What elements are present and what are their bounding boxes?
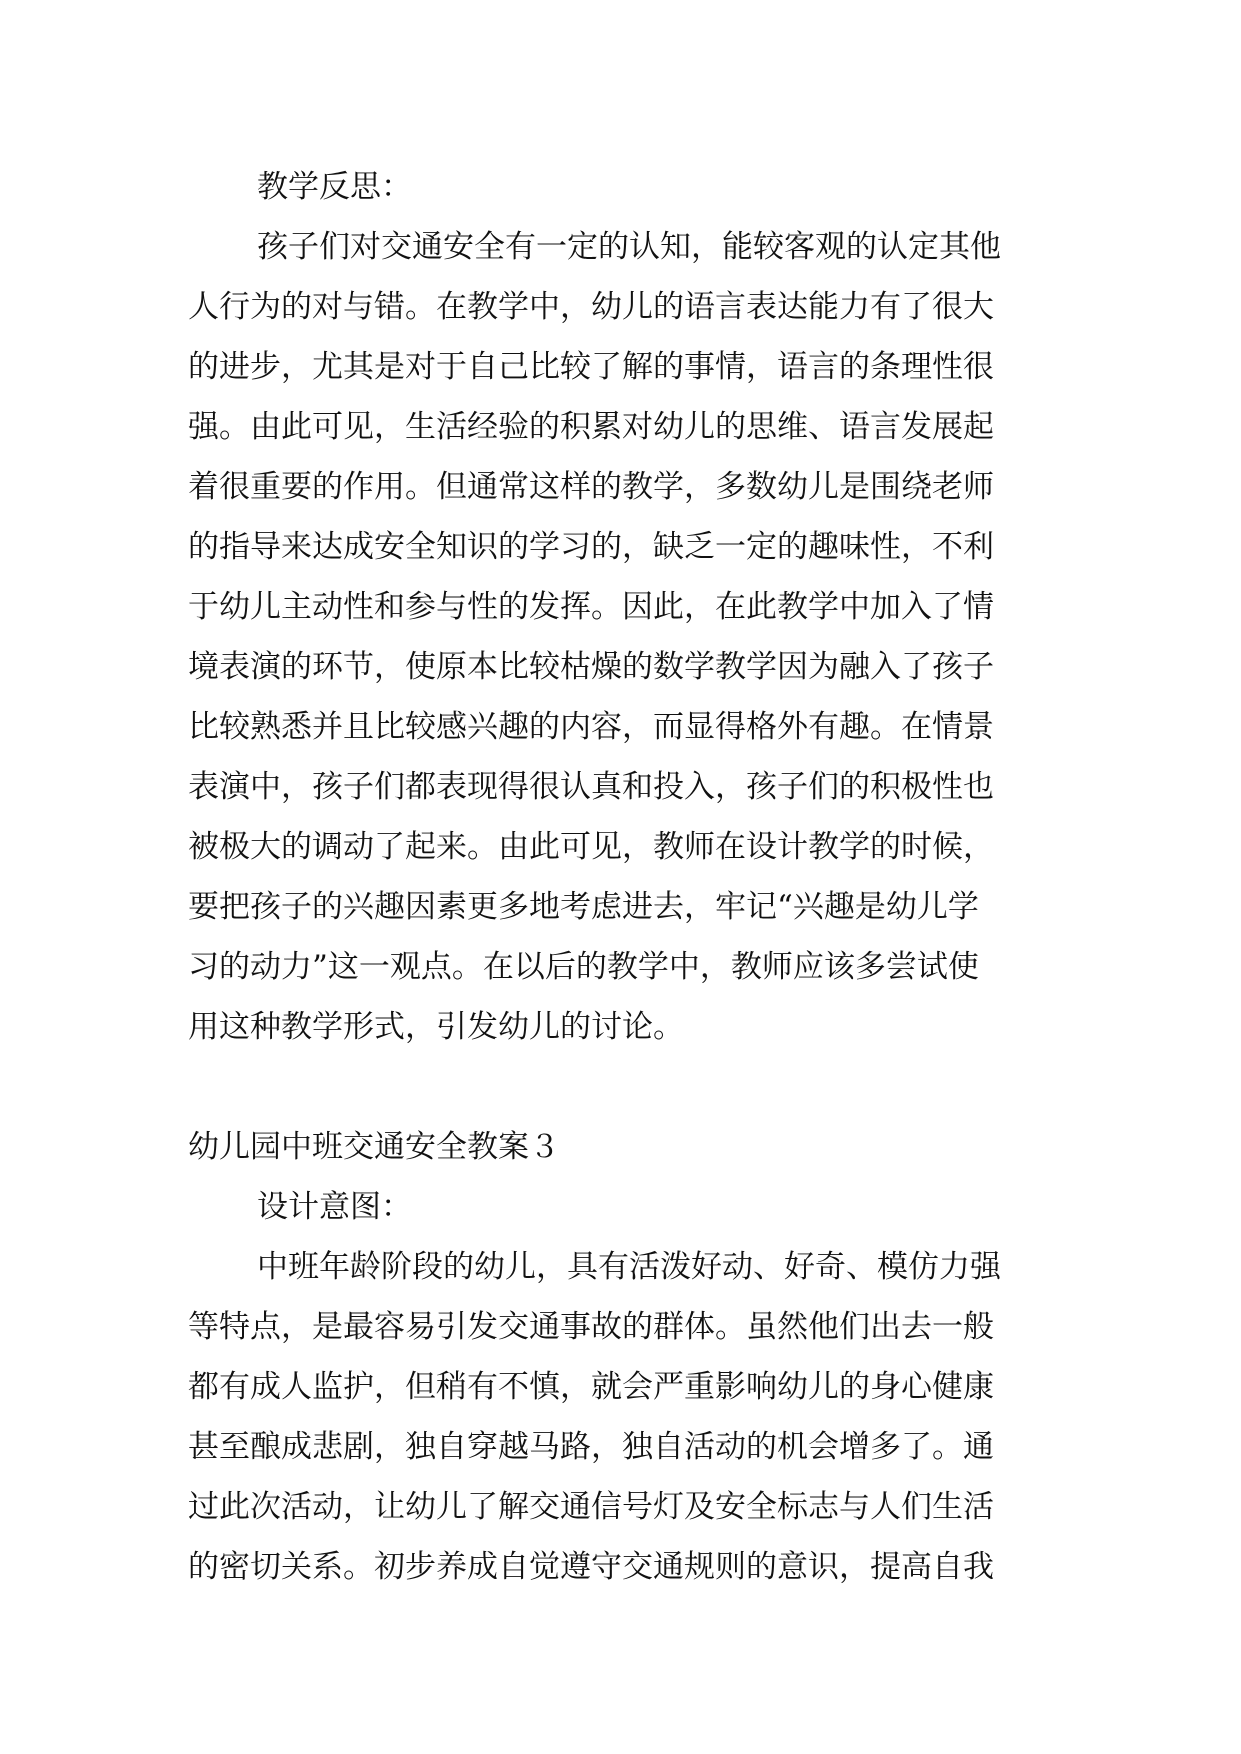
paragraph-line: 境表演的环节，使原本比较枯燥的数学教学因为融入了孩子 [188,649,994,685]
lesson-title: 幼儿园中班交通安全教案３ [188,1129,560,1165]
paragraph-line: 的密切关系。初步养成自觉遵守交通规则的意识，提高自我 [188,1549,994,1585]
paragraph-line: 要把孩子的兴趣因素更多地考虑进去，牢记“兴趣是幼儿学 [188,889,979,925]
paragraph-line: 人行为的对与错。在教学中，幼儿的语言表达能力有了很大 [188,289,994,325]
paragraph-line: 过此次活动，让幼儿了解交通信号灯及安全标志与人们生活 [188,1489,994,1525]
paragraph-line: 孩子们对交通安全有一定的认知，能较客观的认定其他 [257,229,1001,265]
paragraph-line: 比较熟悉并且比较感兴趣的内容，而显得格外有趣。在情景 [188,709,994,745]
paragraph-line: 强。由此可见，生活经验的积累对幼儿的思维、语言发展起 [188,409,994,445]
paragraph-line: 的进步，尤其是对于自己比较了解的事情，语言的条理性很 [188,349,994,385]
paragraph-line: 甚至酿成悲剧，独自穿越马路，独自活动的机会增多了。通 [188,1429,994,1465]
paragraph-line: 的指导来达成安全知识的学习的，缺乏一定的趣味性，不利 [188,529,994,565]
paragraph-line: 中班年龄阶段的幼儿，具有活泼好动、好奇、模仿力强 [257,1249,1001,1285]
paragraph-line: 都有成人监护，但稍有不慎，就会严重影响幼儿的身心健康 [188,1369,994,1405]
paragraph-line: 表演中，孩子们都表现得很认真和投入，孩子们的积极性也 [188,769,994,805]
paragraph-line: 于幼儿主动性和参与性的发挥。因此，在此教学中加入了情 [188,589,994,625]
paragraph-line: 着很重要的作用。但通常这样的教学，多数幼儿是围绕老师 [188,469,994,505]
paragraph-line: 习的动力”这一观点。在以后的教学中，教师应该多尝试使 [188,949,979,985]
paragraph-line: 等特点，是最容易引发交通事故的群体。虽然他们出去一般 [188,1309,994,1345]
section-heading-reflection: 教学反思： [257,169,412,205]
paragraph-line: 用这种教学形式，引发幼儿的讨论。 [188,1009,684,1045]
paragraph-line: 被极大的调动了起来。由此可见，教师在设计教学的时候， [188,829,994,865]
section-heading-design-intent: 设计意图： [257,1189,412,1225]
